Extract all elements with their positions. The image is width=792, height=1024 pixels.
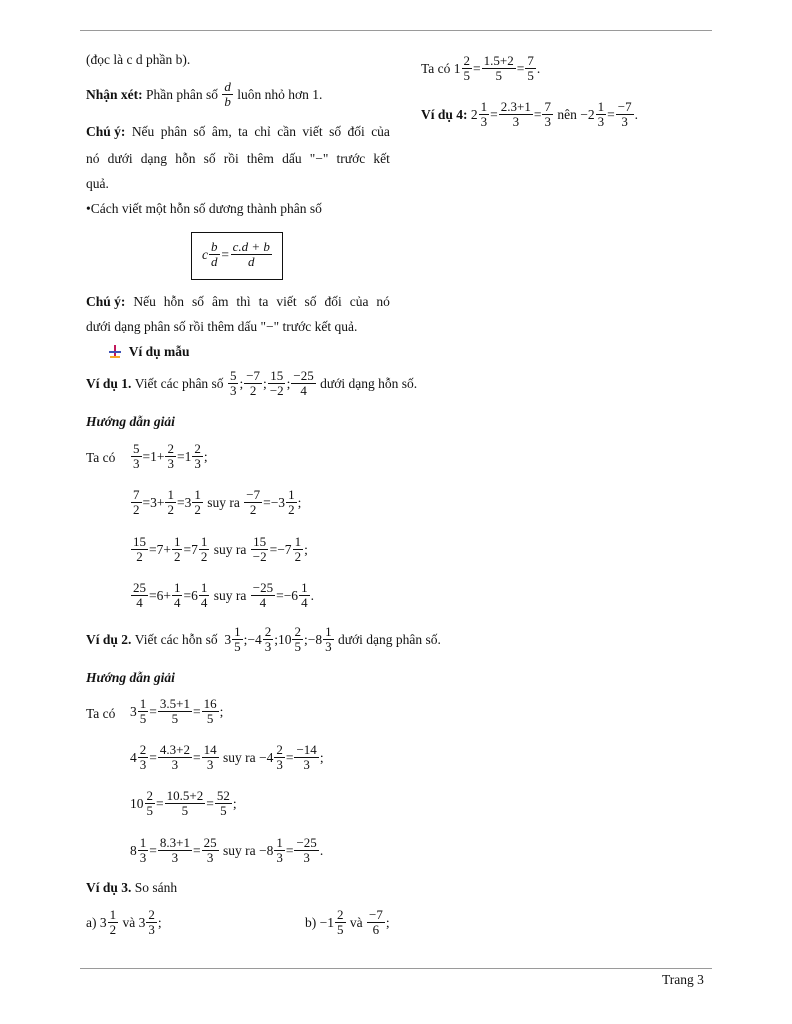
vd1-row2: 7 2 =3+ 1 2 =3 1 2 suy ra −7 2 =−3 1 2 ;	[133, 487, 302, 517]
chu-y-1-label: Chú ý:	[86, 124, 126, 139]
formula: c $\frac{b}{d}$ = $\frac{c.d + b}{d}$	[202, 239, 270, 269]
intro-line: (đọc là c d phần b).	[86, 52, 191, 67]
vi-du-mau-heading: Ví dụ mẫu	[108, 344, 190, 360]
footer-rule	[80, 968, 712, 969]
vd2-row1: 3 1 5 = 3.5+1 5 = 16 5 ;	[130, 696, 224, 726]
vd2-ta-co: Ta có	[86, 706, 116, 721]
vd1: Ví dụ 1. Viết các phân số 5 3 ; −7 2 ; 15 −2 ; −25 4 dưới dạng hỗn số.	[86, 368, 418, 398]
nhan-xet-pre: Phần phân số	[146, 86, 218, 102]
vd3: Ví dụ 3. So sánh	[86, 880, 178, 895]
page-number: Trang 3	[662, 972, 704, 987]
nhan-xet	[86, 80, 322, 109]
header-rule	[80, 30, 712, 31]
fraction-d-over-b: d b	[224, 79, 231, 109]
vd4: Ví dụ 4: 2 1 3 = 2.3+1 3 = 7 3 nên −2 1 3 = −7 3 .	[421, 99, 638, 129]
vd1-row4: 25 4 =6+ 1 4 =6 1 4 suy ra −25 4 =−6 1 4 .	[133, 580, 314, 610]
huong-dan-1: Hướng dẫn giải	[86, 414, 175, 429]
vd1-ta-co: Ta có	[86, 450, 116, 465]
nhan-xet-label: Nhận xét:	[86, 86, 143, 102]
vd2-row3: 10 2 5 = 10.5+2 5 = 52 5 ;	[130, 788, 237, 818]
vd1-row1: 5 3 =1+ 2 3 =1 2 3 ;	[133, 441, 208, 471]
vd1-row3: 15 2 =7+ 1 2 =7 1 2 suy ra 15 −2 =−7 1 2 ;	[133, 534, 308, 564]
vd3-b: b) −1 2 5 và −7 6 ;	[305, 907, 390, 937]
vd2-row4: 8 1 3 = 8.3+1 3 = 25 3 suy ra −8 1 3 = −25 3 .	[130, 835, 324, 865]
pin-icon	[108, 345, 122, 359]
chu-y-2-label: Chú ý:	[86, 294, 126, 309]
right-ta-co: Ta có 1 2 5 = 1.5+2 5 = 7 5 .	[421, 53, 541, 83]
vd2: Ví dụ 2. Viết các hỗn số 3 1 5 ;−4 2 3 ;10 2 5 ;−8 1 3 dưới dạng phân số.	[86, 624, 441, 654]
nhan-xet-post: luôn nhỏ hơn 1.	[237, 86, 323, 102]
vd3-a: a) 3 1 2 và 3 2 3 ;	[86, 907, 162, 937]
bullet-item: •Cách viết một hỗn số dương thành phân số	[86, 201, 322, 216]
bullet-dot: •	[86, 201, 91, 216]
huong-dan-2: Hướng dẫn giải	[86, 670, 175, 685]
vd2-row2: 4 2 3 = 4.3+2 3 = 14 3 suy ra −4 2 3 = −14 3 ;	[130, 742, 324, 772]
